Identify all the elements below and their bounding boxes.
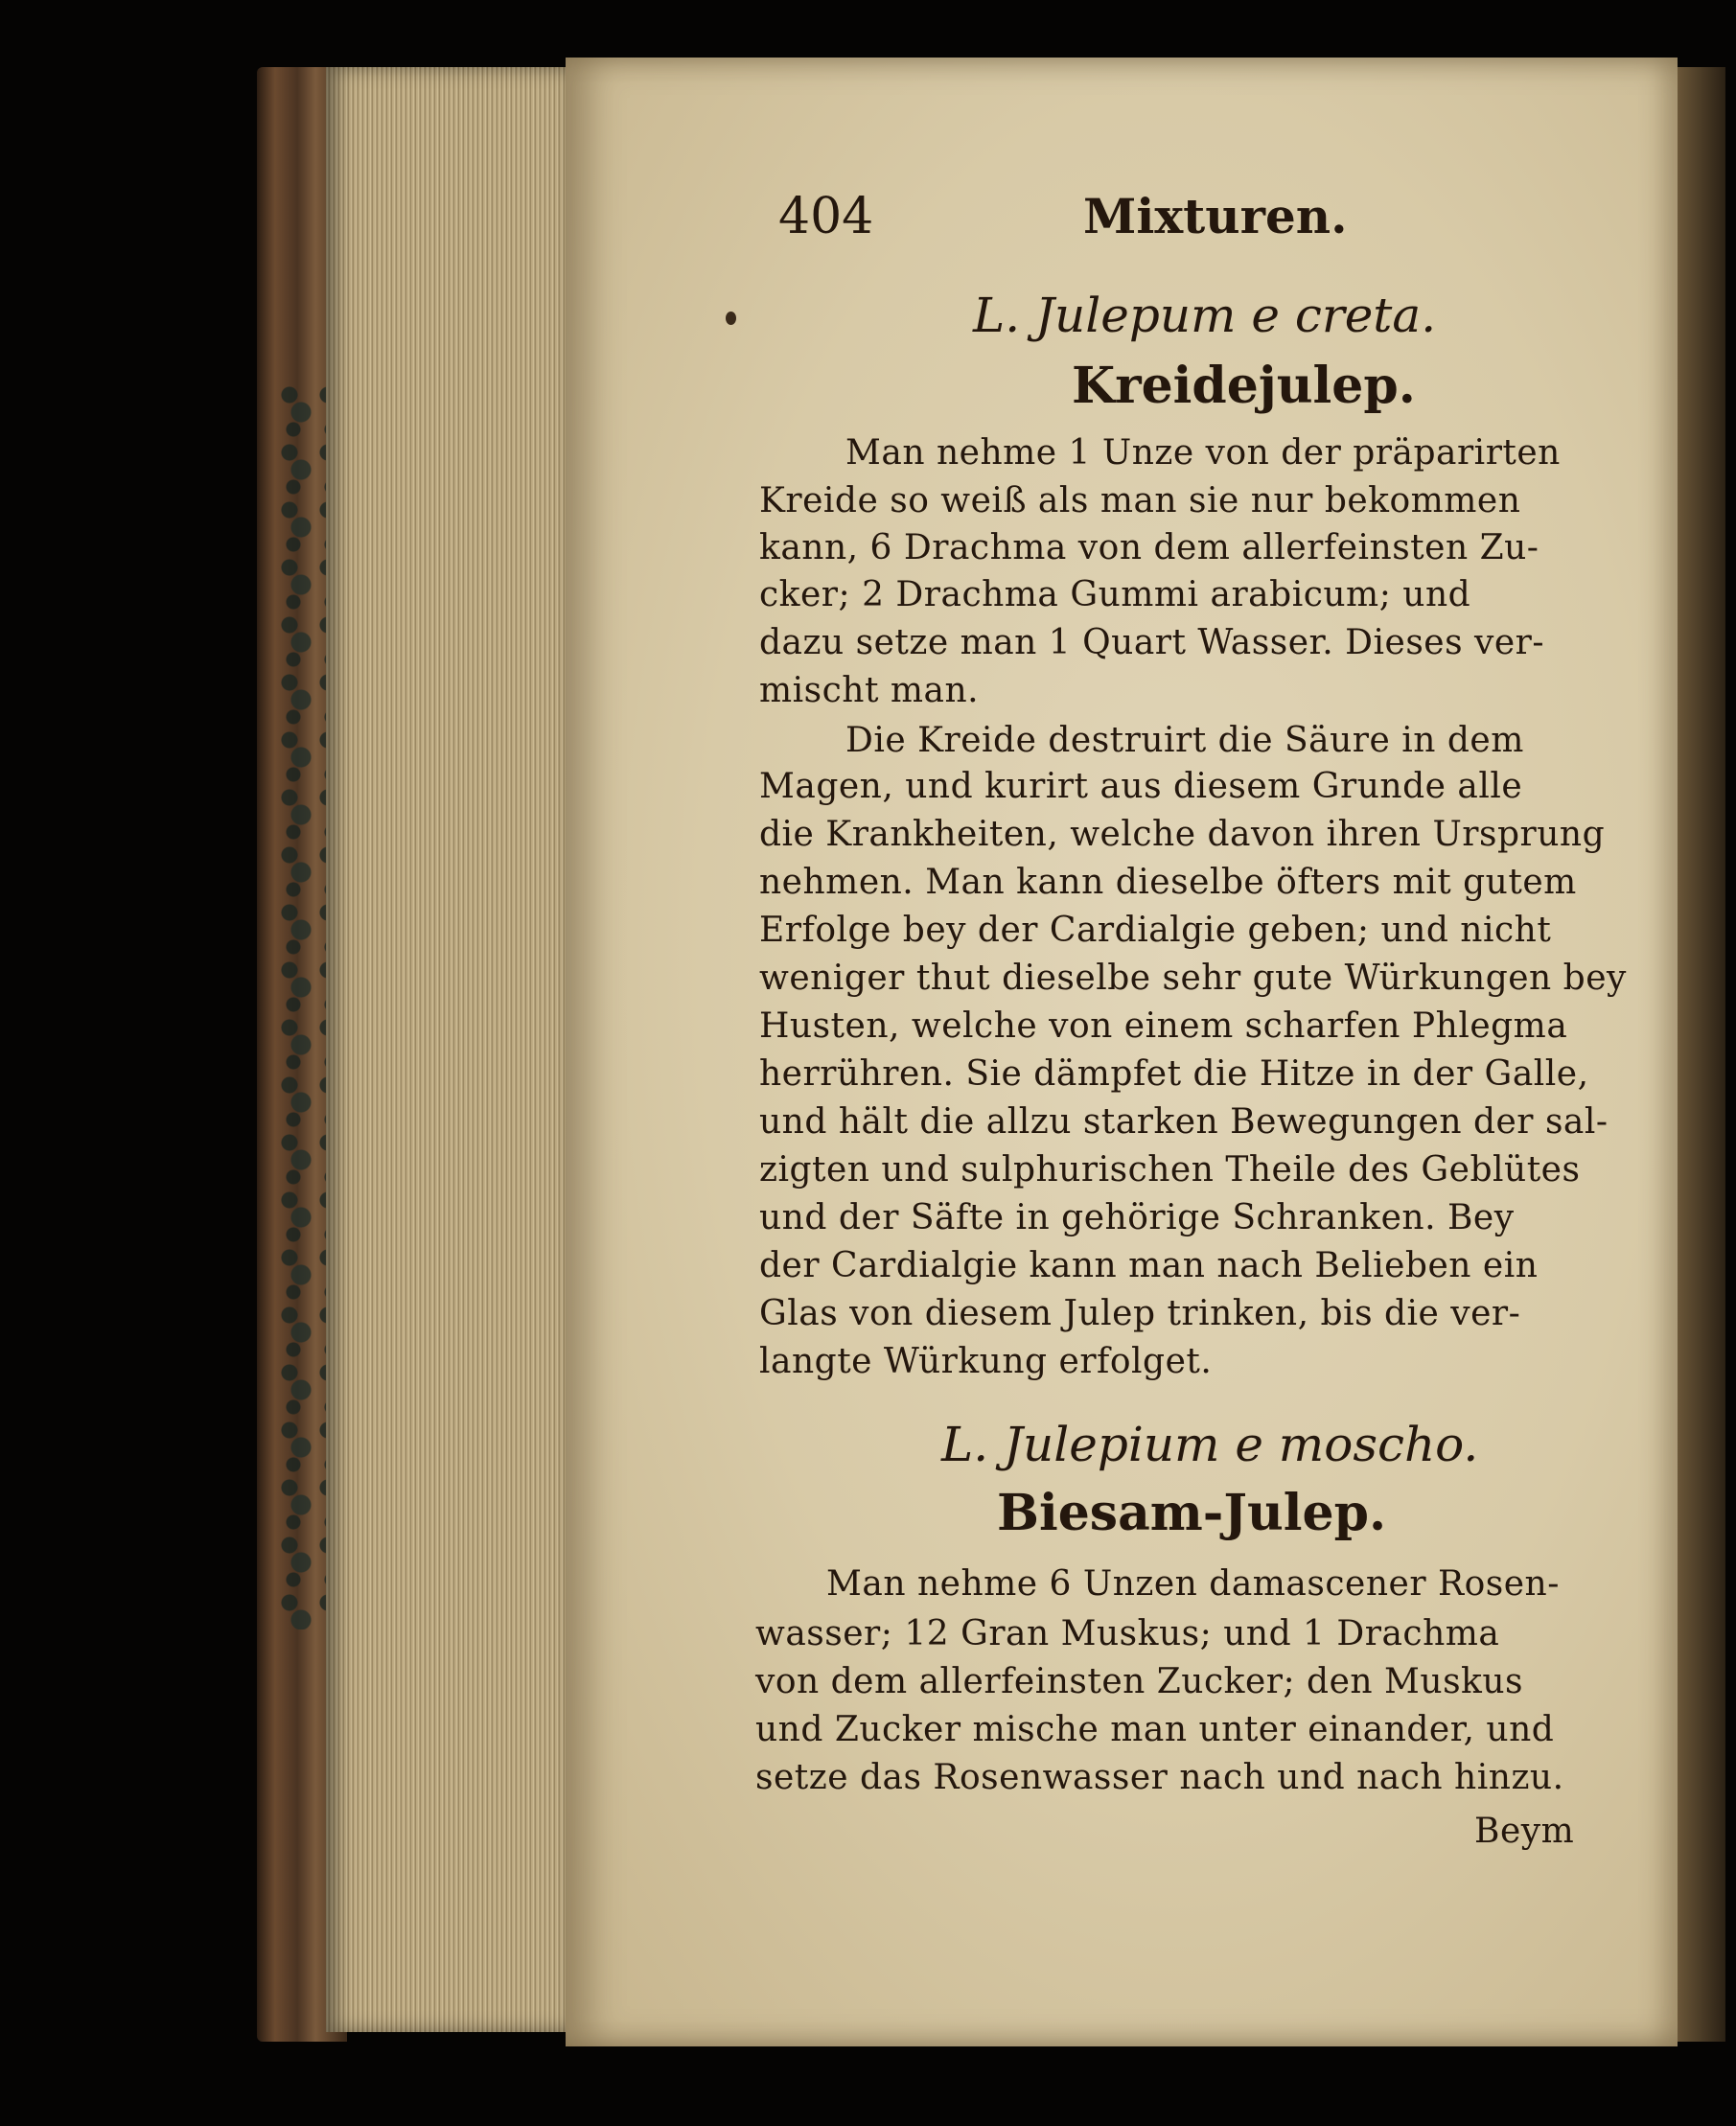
text-line: Husten, welche von einem scharfen Phlegma <box>759 1006 1568 1046</box>
recipe1-german-title: Kreidejulep. <box>1072 357 1416 415</box>
text-line: und Zucker mische man unter einander, und <box>755 1710 1555 1749</box>
text-line: setze das Rosenwasser nach und nach hinzu. <box>755 1758 1564 1797</box>
text-line: kann, 6 Drachma von dem allerfeinsten Zu- <box>759 528 1539 567</box>
text-line: von dem allerfeinsten Zucker; den Muskus <box>755 1662 1524 1701</box>
text-line: Die Kreide destruirt die Säure in dem <box>845 721 1524 760</box>
text-line: zigten und sulphurischen Theile des Geblütes <box>759 1150 1581 1190</box>
text-line: mischt man. <box>759 671 980 710</box>
text-line: die Krankheiten, welche davon ihren Ursprung <box>759 815 1606 854</box>
text-line: der Cardialgie kann man nach Belieben ein <box>759 1246 1539 1285</box>
recipe2-german-title: Biesam-Julep. <box>997 1484 1387 1542</box>
ink-spot <box>726 312 736 325</box>
text-line: Magen, und kurirt aus diesem Grunde alle <box>759 767 1523 806</box>
running-head: Mixturen. <box>1083 188 1348 244</box>
facing-page-edge <box>1678 67 1725 2042</box>
page-number: 404 <box>778 188 874 245</box>
text-line: dazu setze man 1 Quart Wasser. Dieses ver- <box>759 623 1545 662</box>
recipe2-latin-title: L. Julepium e moscho. <box>941 1417 1479 1472</box>
text-line: Kreide so weiß als man sie nur bekommen <box>759 481 1521 520</box>
text-line: nehmen. Man kann dieselbe öfters mit gutem <box>759 863 1577 902</box>
page-block-edges <box>326 67 566 2032</box>
text-line: herrühren. Sie dämpfet die Hitze in der Galle, <box>759 1054 1589 1094</box>
text-line: wasser; 12 Gran Muskus; und 1 Drachma <box>755 1614 1500 1653</box>
text-line: cker; 2 Drachma Gummi arabicum; und <box>759 575 1471 614</box>
text-line: Man nehme 6 Unzen damascener Rosen- <box>826 1564 1560 1604</box>
text-line: weniger thut dieselbe sehr gute Würkungen bey <box>759 959 1627 998</box>
catchword: Beym <box>1474 1812 1575 1851</box>
text-line: Glas von diesem Julep trinken, bis die ver- <box>759 1294 1521 1333</box>
recipe1-latin-title: L. Julepum e creta. <box>973 288 1437 343</box>
text-line: und hält die allzu starken Bewegungen der sal- <box>759 1102 1609 1142</box>
text-line: langte Würkung erfolget. <box>759 1342 1213 1381</box>
text-line: und der Säfte in gehörige Schranken. Bey <box>759 1198 1515 1237</box>
text-line: Erfolge bey der Cardialgie geben; und nicht <box>759 911 1552 950</box>
text-line: Man nehme 1 Unze von der präparirten <box>845 433 1561 473</box>
